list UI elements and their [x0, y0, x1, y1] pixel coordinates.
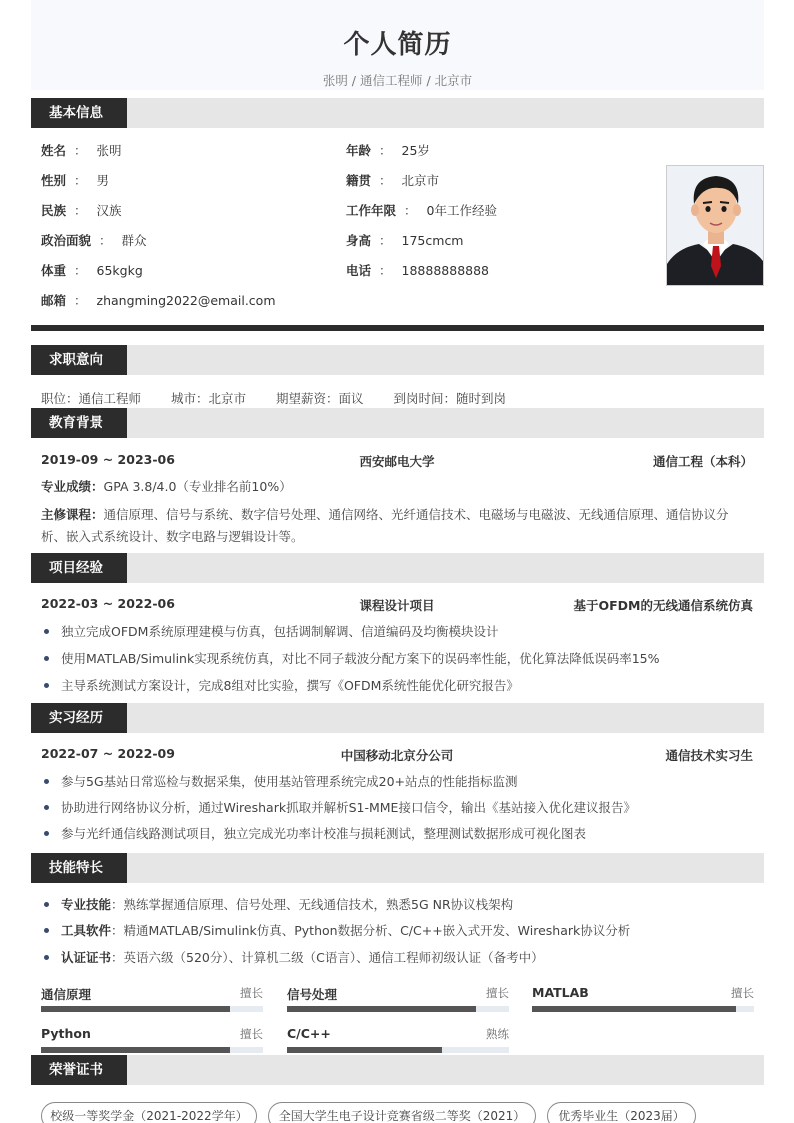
profile-photo	[666, 165, 764, 286]
internship-bullet	[41, 773, 753, 791]
info-label: 政治面貌	[41, 233, 92, 248]
info-value: 男	[96, 173, 110, 188]
info-value: 175cmcm	[401, 233, 464, 248]
info-colon: ：	[379, 173, 392, 188]
info-colon: ：	[74, 293, 87, 308]
skill-bar-name: Python	[41, 1026, 91, 1041]
page-title: 个人简历	[343, 30, 452, 60]
info-name	[41, 142, 122, 160]
skill-bar-track	[41, 1006, 263, 1012]
education-school: 西安邮电大学	[359, 454, 435, 469]
internship-bullet	[41, 825, 753, 843]
info-label: 体重	[41, 263, 67, 278]
skill-text: 英语六级（520分）、计算机二级（C语言）、通信工程师初级认证（备考中）	[123, 950, 544, 965]
bullet-dot	[44, 683, 49, 688]
info-colon: ：	[379, 263, 392, 278]
bullet-text: 参与5G基站日常巡检与数据采集，使用基站管理系统完成20+站点的性能指标监测	[61, 774, 518, 789]
info-label: 工作年限	[346, 203, 397, 218]
skill-bar-track	[287, 1006, 509, 1012]
project-name: 基于OFDM的无线通信系统仿真	[573, 598, 753, 613]
courses-label: 主修课程：	[41, 507, 104, 522]
skill-bar	[41, 985, 263, 1007]
section-title: 技能特长	[31, 853, 127, 883]
internship-period: 2022-07 ~ 2022-09	[41, 746, 175, 761]
skill-bar-fill	[41, 1047, 230, 1053]
gpa-value: GPA 3.8/4.0（专业排名前10%）	[103, 479, 292, 494]
resume-header	[31, 0, 764, 90]
education-header	[41, 452, 753, 470]
section-title: 实习经历	[31, 703, 127, 733]
bullet-dot	[44, 955, 49, 960]
skill-bar-level: 擅长	[731, 986, 754, 1000]
honor-badge: 校级一等奖学金（2021-2022学年）	[41, 1102, 257, 1123]
info-value: zhangming2022@email.com	[96, 293, 276, 308]
skill-bar-name: C/C++	[287, 1026, 331, 1041]
skill-bar-fill	[532, 1006, 736, 1012]
section-title: 求职意向	[31, 345, 127, 375]
courses-value: 通信原理、信号与系统、数字信号处理、通信网络、光纤通信技术、电磁场与电磁波、无线通信原理、通信协议分析、嵌入式系统设计、数字电路与逻辑设计等。	[41, 507, 729, 544]
skill-bar-name: 信号处理	[287, 987, 338, 1002]
intent-position: 职位：通信工程师	[41, 391, 142, 406]
skill-bar-track	[41, 1047, 263, 1053]
internship-header	[41, 746, 753, 764]
project-type: 课程设计项目	[359, 598, 435, 613]
skill-bar-track	[532, 1006, 754, 1012]
education-period: 2019-09 ~ 2023-06	[41, 452, 175, 467]
info-work-years	[346, 202, 497, 220]
internship-company: 中国移动北京分公司	[340, 748, 454, 763]
info-value: 25岁	[401, 143, 430, 158]
skill-label: 专业技能	[61, 897, 112, 912]
section-education	[31, 408, 764, 438]
section-projects	[31, 553, 764, 583]
bullet-dot	[44, 629, 49, 634]
skill-bar-fill	[287, 1047, 442, 1053]
section-title: 教育背景	[31, 408, 127, 438]
bullet-text: 协助进行网络协议分析，通过Wireshark抓取并解析S1-MME接口信令，输出《基站接入优化建议报告》	[61, 800, 636, 815]
section-basic-info	[31, 98, 764, 128]
info-colon: ：	[74, 173, 87, 188]
info-politics	[41, 232, 147, 250]
project-bullet	[41, 650, 753, 668]
skill-separator: ：	[111, 923, 124, 938]
info-value: 65kgkg	[96, 263, 143, 278]
section-title: 荣誉证书	[31, 1055, 127, 1085]
bullet-dot	[44, 805, 49, 810]
bullet-dot	[44, 779, 49, 784]
skill-bar-level: 熟练	[486, 1027, 509, 1041]
bullet-dot	[44, 928, 49, 933]
honor-badge: 全国大学生电子设计竞赛省级二等奖（2021）	[268, 1102, 536, 1123]
intent-salary: 期望薪资：面议	[276, 391, 364, 406]
project-bullet	[41, 623, 753, 641]
info-value: 群众	[121, 233, 147, 248]
skill-bar	[287, 985, 509, 1007]
info-colon: ：	[379, 233, 392, 248]
skill-label: 认证证书	[61, 950, 112, 965]
info-age	[346, 142, 430, 160]
info-label: 姓名	[41, 143, 67, 158]
section-divider	[31, 325, 764, 331]
info-value: 北京市	[401, 173, 440, 188]
info-colon: ：	[74, 143, 87, 158]
info-colon: ：	[74, 263, 87, 278]
info-label: 邮箱	[41, 293, 67, 308]
project-header	[41, 596, 753, 614]
skill-item	[41, 949, 753, 967]
skill-item	[41, 922, 753, 940]
bullet-dot	[44, 831, 49, 836]
bullet-text: 主导系统测试方案设计，完成8组对比实验，撰写《OFDM系统性能优化研究报告》	[61, 678, 519, 693]
skill-bar-level: 擅长	[486, 986, 509, 1000]
education-courses	[41, 504, 753, 548]
info-value: 0年工作经验	[426, 203, 497, 218]
skill-bar-name: MATLAB	[532, 985, 589, 1000]
section-job-intent	[31, 345, 764, 375]
skill-bar	[41, 1026, 263, 1048]
info-label: 年龄	[346, 143, 372, 158]
info-colon: ：	[379, 143, 392, 158]
intent-start: 到岗时间：随时到岗	[393, 391, 507, 406]
project-bullet	[41, 677, 753, 695]
info-height	[346, 232, 464, 250]
section-title: 基本信息	[31, 98, 127, 128]
info-email	[41, 292, 276, 310]
skill-bar-fill	[41, 1006, 230, 1012]
internship-bullet	[41, 799, 753, 817]
bullet-text: 使用MATLAB/Simulink实现系统仿真，对比不同子载波分配方案下的误码率性能，优化算法降低误码率15%	[61, 651, 660, 666]
intent-row	[41, 389, 506, 407]
avatar-illustration	[667, 166, 764, 286]
page-subtitle: 张明 / 通信工程师 / 北京市	[322, 73, 473, 88]
skill-bar-level: 擅长	[240, 1027, 263, 1041]
honor-badge: 优秀毕业生（2023届）	[547, 1102, 696, 1123]
intent-city: 城市：北京市	[171, 391, 247, 406]
info-label: 身高	[346, 233, 372, 248]
info-ethnicity	[41, 202, 122, 220]
info-value: 汉族	[96, 203, 122, 218]
education-gpa	[41, 476, 753, 498]
skill-bar-track	[287, 1047, 509, 1053]
skill-separator: ：	[111, 897, 124, 912]
info-origin	[346, 172, 439, 190]
section-honors	[31, 1055, 764, 1085]
skill-bar	[287, 1026, 509, 1048]
section-skills	[31, 853, 764, 883]
info-colon: ：	[74, 203, 87, 218]
bullet-text: 参与光纤通信线路测试项目，独立完成光功率计校准与损耗测试，整理测试数据形成可视化图表	[61, 826, 587, 841]
skill-label: 工具软件	[61, 923, 112, 938]
education-major: 通信工程（本科）	[652, 454, 753, 469]
skill-text: 精通MATLAB/Simulink仿真、Python数据分析、C/C++嵌入式开发、Wireshark协议分析	[123, 923, 631, 938]
info-gender	[41, 172, 109, 190]
info-label: 民族	[41, 203, 67, 218]
skill-bar-level: 擅长	[240, 986, 263, 1000]
skill-separator: ：	[111, 950, 124, 965]
internship-role: 通信技术实习生	[665, 748, 753, 763]
info-colon: ：	[99, 233, 112, 248]
bullet-text: 独立完成OFDM系统原理建模与仿真，包括调制解调、信道编码及均衡模块设计	[61, 624, 499, 639]
info-label: 性别	[41, 173, 67, 188]
section-title: 项目经验	[31, 553, 127, 583]
project-period: 2022-03 ~ 2022-06	[41, 596, 175, 611]
skill-text: 熟练掌握通信原理、信号处理、无线通信技术，熟悉5G NR协议栈架构	[123, 897, 514, 912]
info-weight	[41, 262, 143, 280]
bullet-dot	[44, 902, 49, 907]
skill-item	[41, 896, 753, 914]
info-label: 籍贯	[346, 173, 372, 188]
skill-bar-fill	[287, 1006, 476, 1012]
info-value: 18888888888	[401, 263, 490, 278]
skill-bar-name: 通信原理	[41, 987, 92, 1002]
info-value: 张明	[96, 143, 122, 158]
section-internship	[31, 703, 764, 733]
skill-bar	[532, 985, 754, 1007]
info-phone	[346, 262, 489, 280]
info-label: 电话	[346, 263, 372, 278]
gpa-label: 专业成绩：	[41, 479, 104, 494]
info-colon: ：	[404, 203, 417, 218]
bullet-dot	[44, 656, 49, 661]
